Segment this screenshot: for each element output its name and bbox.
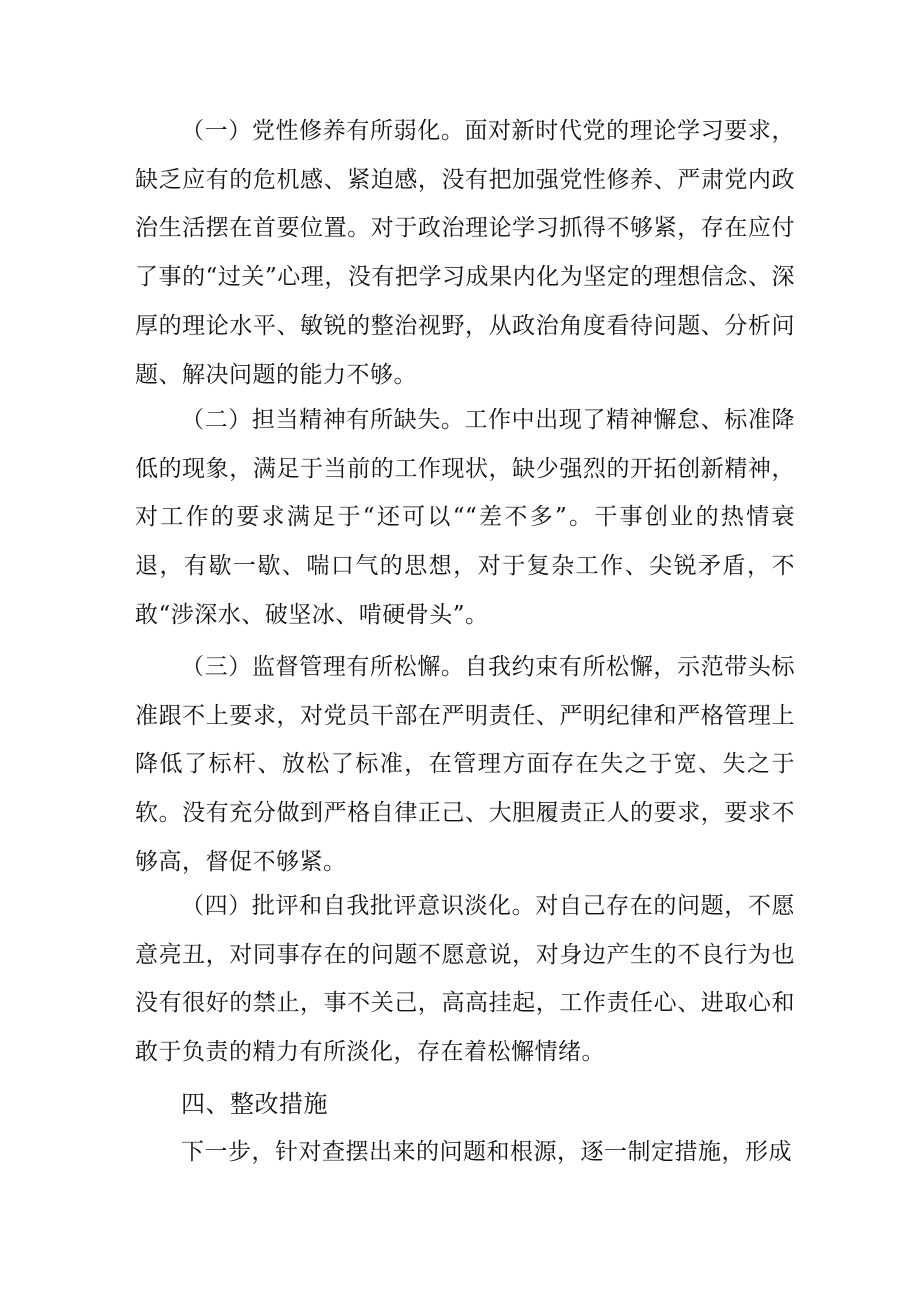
paragraph-4: （四）批评和自我批评意识淡化。对自己存在的问题，不愿意亮丑，对同事存在的问题不愿意说，对身边产生的不良行为也没有很好的禁止，事不关己，高高挂起，工作责任心、进取心和敢于负责的精力有所淡化，存在着松懈情绪。 xyxy=(135,893,795,1066)
section-heading: 四、整改措施 xyxy=(181,1090,328,1118)
paragraph-2: （二）担当精神有所缺失。工作中出现了精神懈怠、标准降低的现象，满足于当前的工作现状，缺少强烈的开拓创新精神，对工作的要求满足于“还可以““差不多”。干事创业的热情衰退，有歇一歇、喘口气的思想，对于复杂工作、尖锐矛盾，不敢“涉深水、破坚冰、啃硬骨头”。 xyxy=(135,407,795,628)
paragraph-5: 下一步，针对查摆出来的问题和根源，逐一制定措施，形成 xyxy=(181,1139,792,1165)
paragraph-3: （三）监督管理有所松懈。自我约束有所松懈，示范带头标准跟不上要求，对党员干部在严明责任、严明纪律和严格管理上降低了标杆、放松了标准，在管理方面存在失之于宽、失之于软。没有充分做到严格自律正己、大胆履责正人的要求，要求不够高，督促不够紧。 xyxy=(135,654,795,875)
paragraph-1: （一）党性修养有所弱化。面对新时代党的理论学习要求，缺乏应有的危机感、紧迫感，没有把加强党性修养、严肃党内政治生活摆在首要位置。对于政治理论学习抓得不够紧，存在应付了事的“过关”心理，没有把学习成果内化为坚定的理想信念、深厚的理论水平、敏锐的整治视野，从政治角度看待问题、分析问题、解决问题的能力不够。 xyxy=(135,118,795,388)
